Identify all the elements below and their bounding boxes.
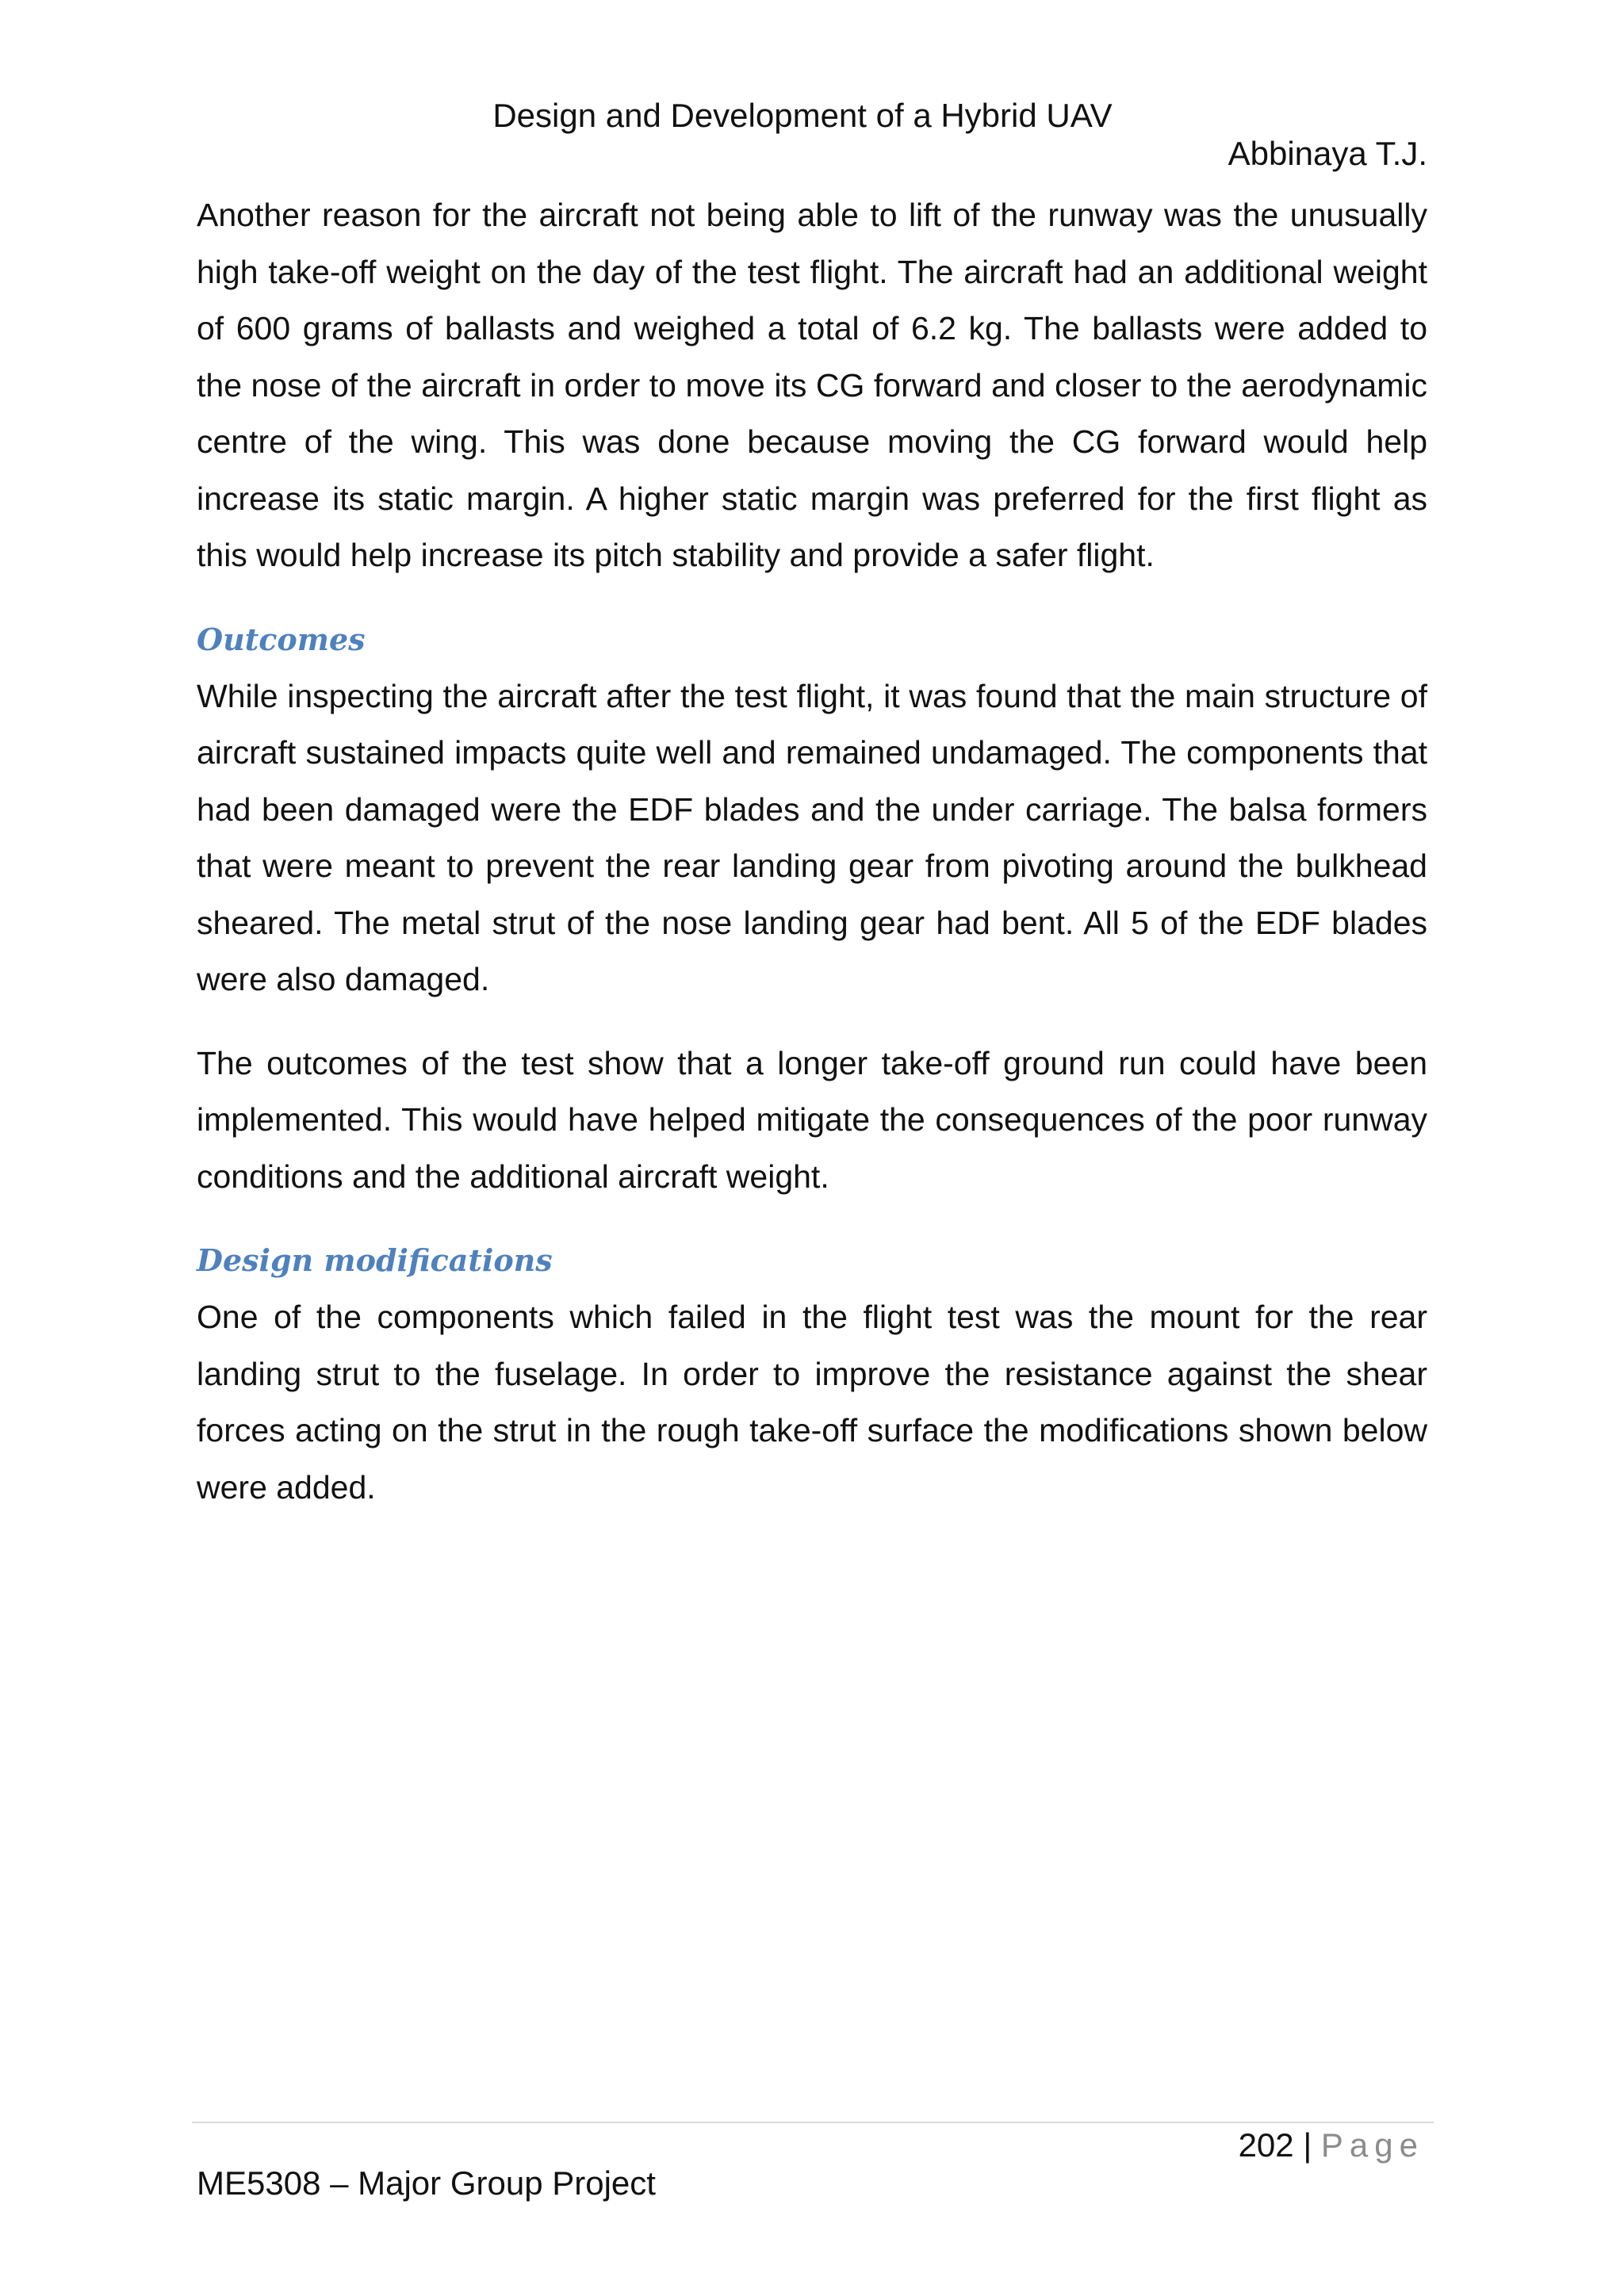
page-label: Page — [1320, 2126, 1424, 2164]
header-title: Design and Development of a Hybrid UAV — [492, 97, 1113, 134]
heading-design-modifications: Design modifications — [197, 1242, 553, 1278]
header-author: Abbinaya T.J. — [1228, 135, 1427, 172]
heading-outcomes: Outcomes — [197, 621, 366, 657]
page-number-value: 202 — [1238, 2126, 1294, 2164]
paragraph-inspection: While inspecting the aircraft after the test flight, it was found that the main structure of aircraft sustained impacts quite well and remained undamaged. The components that had been damaged were the EDF blades and the under carriage. The balsa formers that were meant to prevent the rear landing gear from pivoting around the bulkhead sheared. The metal strut of the nose landing gear had bent. All 5 of the EDF blades were also damaged. — [197, 677, 1427, 997]
body-content — [197, 187, 1427, 1543]
paragraph-modifications: One of the components which failed in the flight test was the mount for the rear landing strut to the fuselage. In order to improve the resistance against the shear forces acting on the strut in the rough take-off surface the modifications shown below were added. — [197, 1299, 1427, 1506]
page-number-separator: | — [1293, 2126, 1321, 2164]
paragraph-test-outcomes: The outcomes of the test show that a longer take-off ground run could have been implemented. This would have helped mitigate the consequences of the poor runway conditions and the additional aircraft weight. — [197, 1044, 1427, 1195]
footer-project: ME5308 – Major Group Project — [197, 2164, 656, 2202]
paragraph-takeoff-weight: Another reason for the aircraft not being able to lift of the runway was the unusually high take-off weight on the day of the test flight. The aircraft had an additional weight of 600 grams of ballasts and weighed a total of 6.2 kg. The ballasts were added to the nose of the aircraft in order to move its CG forward and closer to the aerodynamic centre of the wing. This was done because moving the CG forward would help increase its static margin. A higher static margin was preferred for the first flight as this would help increase its pitch stability and provide a safer flight. — [197, 197, 1427, 573]
page-number — [1239, 2123, 1424, 2168]
